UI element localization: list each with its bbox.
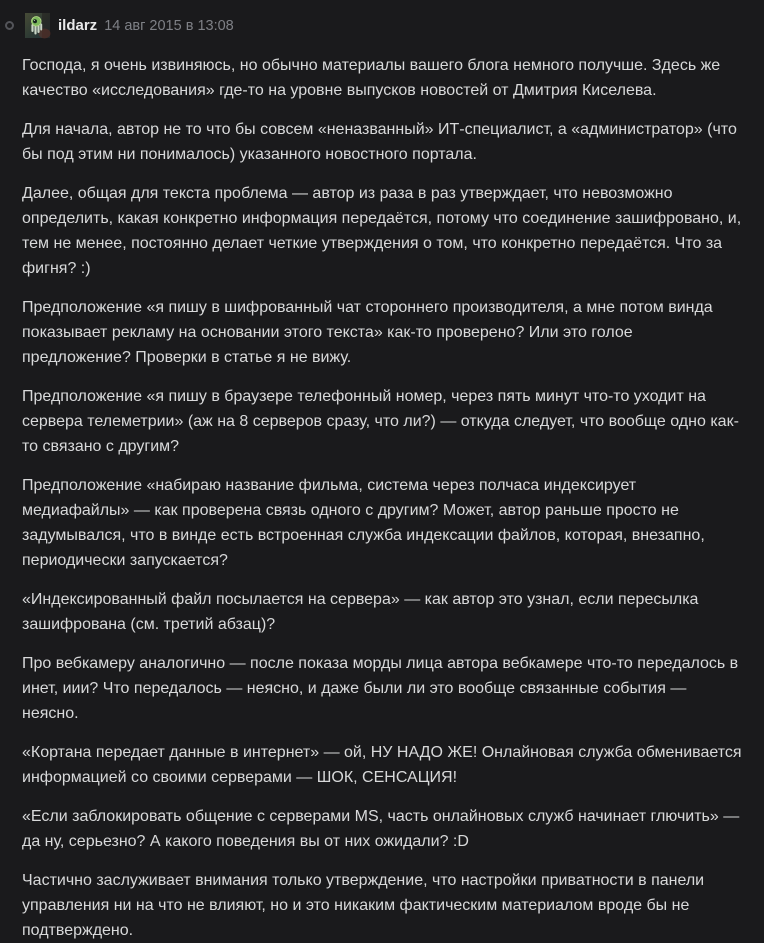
squid-creature-avatar-icon: [25, 13, 50, 38]
comment-paragraph: «Индексированный файл посылается на сервера» — как автор это узнал, если пересылка зашифрована (см. третий абзац)?: [22, 591, 699, 633]
thread-fold-ring-icon[interactable]: [5, 21, 14, 30]
comment-paragraph: «Кортана передает данные в интернет» — ой, НУ НАДО ЖЕ! Онлайновая служба обменивается информацией со своими серверами — ШОК, СЕНСАЦИЯ!: [22, 744, 742, 786]
comment-body: [0, 53, 764, 943]
user-avatar[interactable]: [25, 13, 50, 38]
comment-paragraph: Предположение «набираю название фильма, система через полчаса индексирует медиафайлы» — как проверена связь одного с другим? Может, автор раньше просто не задумывался, что в винде есть встроенная служба индексации файлов, которая, внезапно, периодически запускается?: [22, 477, 705, 569]
comment-paragraph: Про вебкамеру аналогично — после показа морды лица автора вебкамере что-то передалось в инет, иии? Что передалось — неясно, и даже были ли это вообще связанные события — неясно.: [22, 655, 739, 722]
comment-header: [0, 0, 764, 38]
comment-paragraph: Далее, общая для текста проблема — автор из раза в раз утверждает, что невозможно определить, какая конкретно информация передаётся, потому что соединение зашифровано, и, тем не менее, постоянно делает четкие утверждения о том, что конкретно передаётся. Что за фигня? :): [22, 185, 742, 277]
comment-paragraph: Для начала, автор не то что бы совсем «неназванный» ИТ-специалист, а «администратор» (что бы под этим ни понималось) указанного новостного портала.: [22, 121, 737, 163]
comment-paragraph: Предположение «я пишу в шифрованный чат стороннего производителя, а мне потом винда показывает рекламу на основании этого текста» как-то проверено? Или это голое предложение? Проверки в статье я не вижу.: [22, 299, 713, 366]
comment-paragraph: «Если заблокировать общение с серверами MS, часть онлайновых служб начинает глючить» — да ну, серьезно? А какого поведения вы от них ожидали? :D: [22, 808, 740, 850]
comment-author-link[interactable]: ildarz: [58, 17, 98, 34]
comment-paragraph: Частично заслуживает внимания только утверждение, что настройки приватности в панели управления ни на что не влияют, но и это никаким фактическим материалом вроде бы не подтверждено.: [22, 872, 705, 939]
comment-timestamp-link[interactable]: 14 авг 2015 в 13:08: [104, 17, 234, 34]
comment-paragraph: Господа, я очень извиняюсь, но обычно материалы вашего блога немного получше. Здесь же качество «исследования» где-то на уровне выпусков новостей от Дмитрия Киселева.: [22, 57, 721, 99]
comment-paragraph: Предположение «я пишу в браузере телефонный номер, через пять минут что-то уходит на сервера телеметрии» (аж на 8 серверов сразу, что ли?) — откуда следует, что вообще одно как-то связано с другим?: [22, 388, 739, 455]
